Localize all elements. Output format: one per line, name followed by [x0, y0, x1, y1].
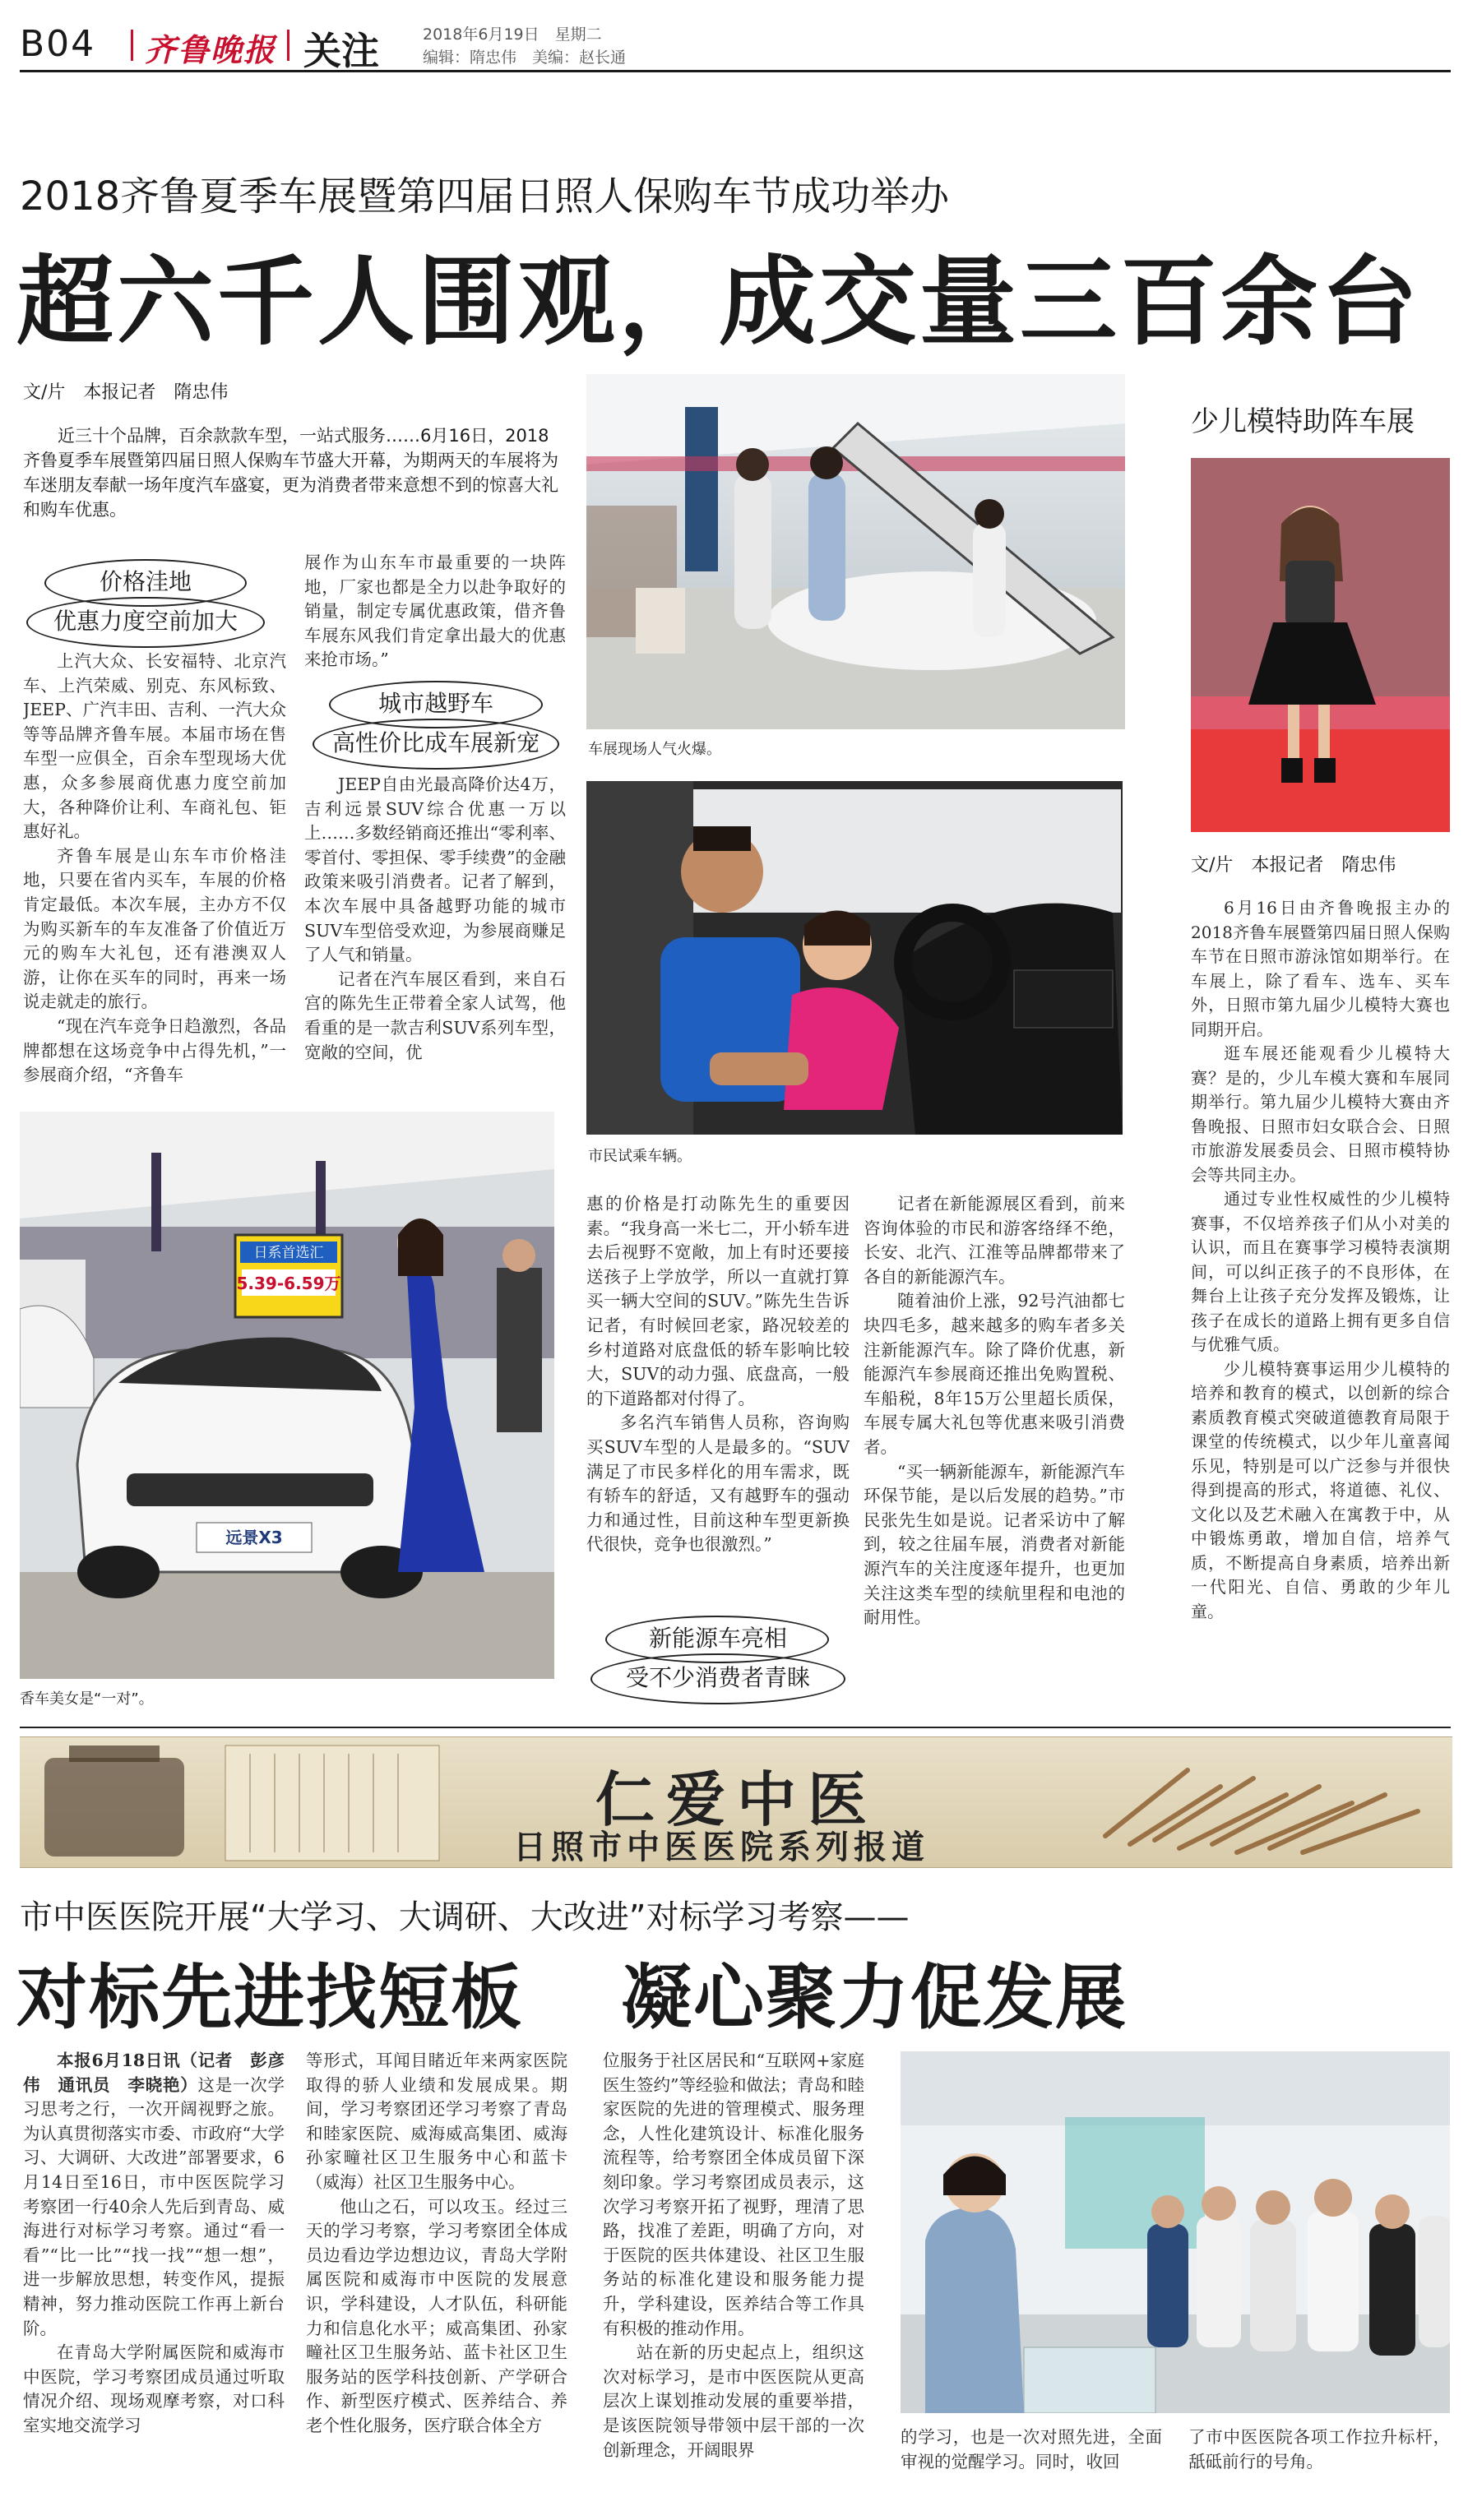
photo-crowd-image [586, 374, 1125, 729]
issue-meta [423, 23, 626, 69]
paragraph: 通过专业性权威性的少儿模特赛事，不仅培养孩子们从小对美的认识，而且在赛事学习模特表演期间，可以纠正孩子的不良形体，在舞台上让孩子充分发挥及锻炼，让孩子在成长的道路上拥有更多自信与优雅气质。 [1191, 1189, 1450, 1354]
story2-column-c [603, 2049, 864, 2509]
divider [287, 30, 289, 61]
paragraph: 站在新的历史起点上，组织这次对标学习，是市中医医院从更高层次上谋划推动发展的重要举措，是该医院领导带领中层干部的一次创新理念，开阔眼界 [603, 2342, 864, 2460]
paragraph: 齐鲁车展是山东车市价格洼地，只要在省内买车，车展的价格肯定最低。本次车展，主办方不仅为购买新车的车友准备了价值近万元的购车大礼包，还有港澳双人游，让你在买车的同时，再来一场说走就走的旅行。 [23, 845, 286, 1012]
subhead-line: 城市越野车 [377, 690, 493, 717]
story1-subhead-3 [590, 1616, 845, 1706]
issue-date: 2018年6月19日 星期二 [423, 25, 602, 44]
issue-editors: 编辑：隋忠伟 美编：赵长通 [423, 49, 627, 67]
photo-hospital-visit [901, 2051, 1450, 2413]
story2-column-b [306, 2049, 567, 2509]
paragraph: 少儿模特赛事运用少儿模特的培养和教育的模式，以创新的综合素质教育模式突破道德教育局限于课堂的传统模式，以少年儿童喜闻乐见，特别是可以广泛参与并很快得到提高的形式，将道德、礼仪、文化以及艺术融入在寓教于中，从中锻炼勇敢，增加自信，培养气质，不断提高自身素质，培养出新一代阳光、自信、勇敢的少年儿童。 [1191, 1358, 1450, 1621]
story2-headline-left: 对标先进找短板 [16, 1957, 523, 2039]
paragraph: 随着油价上涨，92号汽油都七块四毛多，越来越多的购车者多关注新能源汽车。除了降价优惠，新能源汽车参展商还推出免购置税、车船税，8年15万公里超长质保，车展专属大礼包等优惠来吸引消费者。 [864, 1291, 1125, 1457]
story2-headline-right: 凝心聚力促发展 [621, 1957, 1128, 2039]
dateline: 本报6月18日讯（记者 彭彦伟 通讯员 李晓艳） [23, 2051, 285, 2095]
subhead-line: 高性价比成车展新宠 [331, 729, 540, 756]
paragraph-text: 这是一次学习思考之行，一次开阔视野之旅。为认真贯彻落实市委、市政府“大学习、大调研、大改进”部署要求，6月14日至16日，市中医医院学习考察团一行40余人先后到青岛、威海进行对标学习考察。通过“看一看”“比一比”“找一找”“想一想”，进一步解放思想，转变作风，提振精神，努力推动医院工作再上新台阶。 [23, 2074, 285, 2338]
story2-column-a [23, 2049, 285, 2509]
newspaper-logo: 齐鲁晚报 [145, 31, 277, 68]
paragraph: 展作为山东车市最重要的一块阵地，厂家也都是全力以赴争取好的销量，制定专属优惠政策，借齐鲁车展东风我们肯定拿出最大的优惠来抢市场。” [304, 553, 566, 670]
section-name: 关注 [303, 29, 379, 73]
banner-subtitle: 日照市中医医院系列报道 [513, 1828, 929, 1866]
photo-test-drive-image [586, 781, 1123, 1135]
paragraph: 的学习，也是一次对照先进，全面审视的觉醒学习。同时，收回 [901, 2427, 1162, 2471]
story1-column-b2 [304, 773, 566, 1098]
subhead-line: 价格洼地 [99, 568, 192, 595]
section-divider [20, 1727, 1451, 1728]
story1-subhead-2 [313, 681, 559, 771]
subhead-line: 受不少消费者青睐 [625, 1664, 810, 1691]
paragraph: 在青岛大学附属医院和威海市中医院，学习考察团成员通过听取情况介绍、现场观摩考察，对口科室实地交流学习 [23, 2342, 285, 2435]
photo-caption: 香车美女是“一对”。 [20, 1690, 154, 1708]
photo-child-model [1191, 458, 1450, 832]
photo-test-drive [586, 781, 1123, 1135]
photo-child-model-image [1191, 458, 1450, 832]
paragraph: 逛车展还能观看少儿模特大赛？是的，少儿车模大赛和车展同期举行。第九届少儿模特大赛由齐鲁晚报、日照市妇女联合会、日照市旅游发展委员会、日照市模特协会等共同主办。 [1191, 1043, 1450, 1185]
story1-kicker: 2018齐鲁夏季车展暨第四届日照人保购车节成功举办 [20, 173, 950, 220]
car-sign-text: 日系首选汇 [253, 1245, 324, 1261]
paragraph: 了市中医医院各项工作拉升标杆，舐砥前行的号角。 [1188, 2427, 1450, 2471]
story2-column-e [1188, 2425, 1450, 2499]
paragraph: 多名汽车销售人员称，咨询购买SUV车型的人是最多的。“SUV满足了市民多样化的用车需求，既有轿车的舒适，又有越野车的强动力和通过性，目前这种车型更新换代很快，竞争也很激烈。” [586, 1413, 850, 1555]
paragraph: 位服务于社区居民和“互联网+家庭医生签约”等经验和做法；青岛和睦家医院的先进的管理模式、服务理念，人性化建筑设计、标准化服务流程等，给考察团全体成员留下深刻印象。学习考察团成员表示，这次学习考察开拓了视野，理清了思路，找准了差距，明确了方向，对于医院的医共体建设、社区卫生服务站的标准化建设和服务能力提升，学科建设，医养结合等工作具有积极的推动作用。 [603, 2051, 864, 2338]
sidebar-title: 少儿模特助阵车展 [1191, 405, 1415, 438]
story1-subhead-1 [26, 559, 265, 650]
subhead-line: 新能源车亮相 [648, 1625, 787, 1652]
sidebar-body [1191, 896, 1450, 1718]
paragraph: 记者在新能源展区看到，前来咨询体验的市民和游客络绎不绝，长安、北汽、江淮等品牌都带来了各自的新能源汽车。 [864, 1194, 1125, 1287]
photo-crowd [586, 374, 1125, 729]
paragraph: JEEP自由光最高降价达4万，吉利远景SUV综合优惠一万以上……多数经销商还推出“零利率、零首付、零担保、零手续费”的金融政策来吸引消费者。记者了解到，本次车展中具备越野功能的城市SUV车型倍受欢迎，为参展商赚足了人气和销量。 [304, 774, 566, 965]
photo-model-car [20, 1112, 554, 1679]
story1-lead: 近三十个品牌，百余款款车型，一站式服务……6月16日，2018齐鲁夏季车展暨第四届日照人保购车节盛大开幕，为期两天的车展将为车迷朋友奉献一场年度汽车盛宴，更为消费者带来意想不到的惊喜大礼和购车优惠。 [23, 426, 558, 520]
photo-caption: 市民试乘车辆。 [588, 1148, 692, 1165]
photo-hospital-visit-image [901, 2051, 1450, 2413]
paragraph: 6月16日由齐鲁晚报主办的2018齐鲁车展暨第四届日照人保购车节在日照市游泳馆如期举行。在车展上，除了看车、选车、买车外，日照市第九届少儿模特大赛也同期开启。 [1191, 898, 1450, 1039]
car-plate-text: 远景X3 [225, 1528, 283, 1547]
paragraph: 等形式，耳闻目睹近年来两家医院取得的骄人业绩和发展成果。期间，学习考察团还学习考察了青岛和睦家医院、威海威高集团、威海孙家疃社区卫生服务中心和蓝卡（威海）社区卫生服务中心。 [306, 2051, 567, 2192]
page-header [20, 15, 1451, 72]
paragraph: 他山之石，可以攻玉。经过三天的学习考察，学习考察团全体成员边看边学边想边议，青岛大学附属医院和威海市中医院的发展意识，学科建设，人才队伍，科研能力和信息化水平；威高集团、孙家疃社区卫生服务站、蓝卡社区卫生服务站的医学科技创新、产学研合作、新型医疗模式、医养结合、养老个性化服务，医疗联合体全方 [306, 2196, 567, 2435]
paragraph: 记者在汽车展区看到，来自石宫的陈先生正带着全家人试驾，他看重的是一款吉利SUV系列车型，宽敞的空间，优 [304, 969, 566, 1062]
story1-column-a [23, 650, 286, 1098]
story1-headline: 超六千人围观，成交量三百余台 [16, 245, 1422, 358]
story1-column-c [586, 1192, 850, 1653]
story2-kicker: 市中医医院开展“大学习、大调研、大改进”对标学习考察—— [20, 1898, 910, 1936]
paragraph: “买一辆新能源车，新能源汽车环保节能，是以后发展的趋势。”市民张先生如是说。记者采访中了解到，较之往届车展，消费者对新能源汽车的关注度逐年提升，也更加关注这类车型的续航里程和电池的耐用性。 [864, 1461, 1125, 1628]
paragraph [23, 2049, 285, 2341]
story1-column-d [864, 1192, 1125, 1714]
paragraph: “现在汽车竞争日趋激烈，各品牌都想在这场竞争中占得先机，”一参展商介绍，“齐鲁车 [23, 1015, 286, 1085]
story1-byline: 文/片 本报记者 隋忠伟 [23, 382, 229, 403]
divider [131, 30, 133, 61]
sidebar-byline: 文/片 本报记者 隋忠伟 [1191, 855, 1396, 876]
banner-title: 仁爱中医 [595, 1764, 879, 1834]
photo-caption: 车展现场人气火爆。 [588, 741, 721, 758]
paragraph: 惠的价格是打动陈先生的重要因素。“我身高一米七二，开小轿车进去后视野不宽敞，加上有时还要接送孩子上学放学，所以一直就打算买一辆大空间的SUV。”陈先生告诉记者，有时候回老家，路况较差的乡村道路对底盘低的轿车影响比较大，SUV的动力强、底盘高，一般的下道路都对付得了。 [586, 1194, 850, 1408]
page-number: B04 [20, 23, 96, 65]
paragraph: 上汽大众、长安福特、北京汽车、上汽荣威、别克、东风标致、JEEP、广汽丰田、吉利、一汽大众等等品牌齐鲁车展。本届市场在售车型一应俱全，百余车型现场大优惠，众多参展商优惠力度空前加大，各种降价让利、车商礼包、钜惠好礼。 [23, 651, 286, 842]
story2-column-d [901, 2425, 1162, 2499]
story1-column-b1 [304, 551, 566, 674]
photo-model-car-image [20, 1112, 554, 1679]
car-price-text: 5.39-6.59万 [236, 1274, 341, 1293]
tcm-banner [20, 1736, 1452, 1868]
subhead-line: 优惠力度空前加大 [53, 608, 238, 635]
